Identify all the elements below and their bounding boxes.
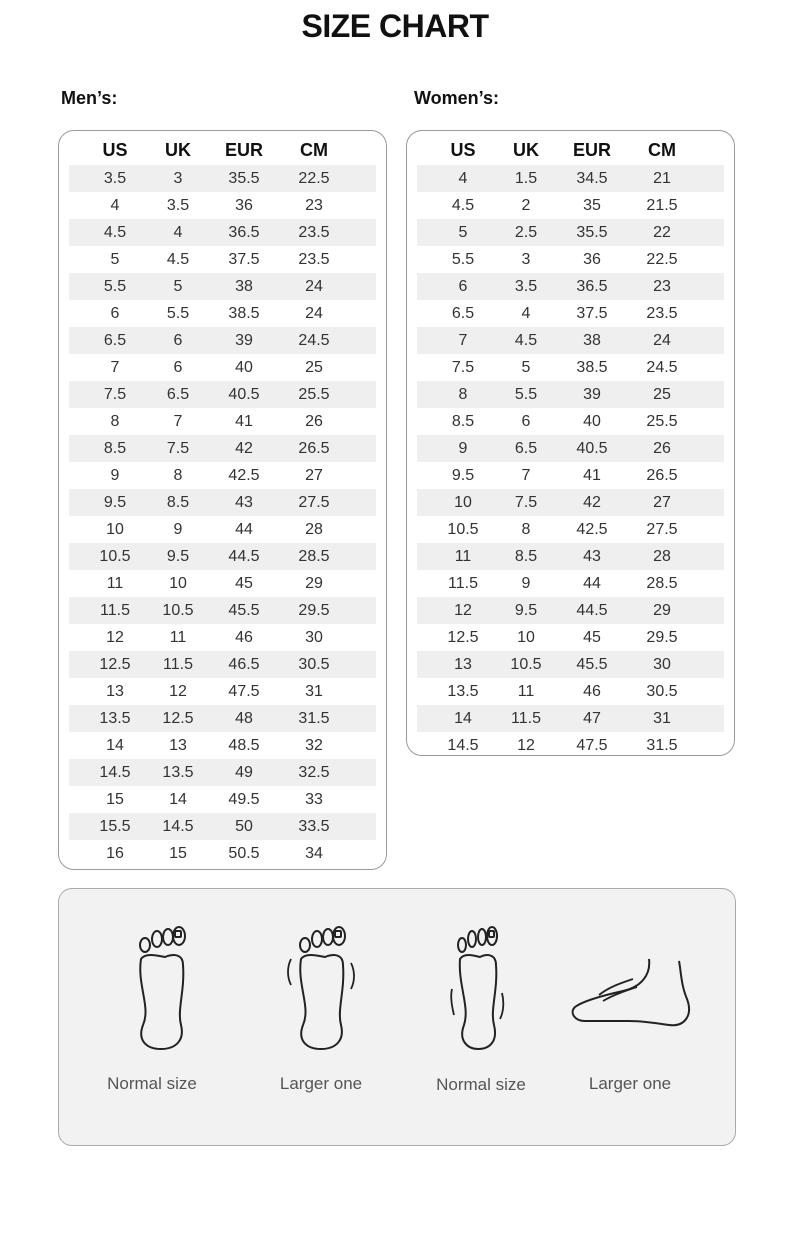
table-cell-uk: 3.5 <box>514 277 538 295</box>
table-row <box>69 786 376 813</box>
table-cell-us: 11 <box>106 574 124 592</box>
table-row <box>69 516 376 543</box>
table-cell-eur: 37.5 <box>228 250 260 268</box>
table-cell-cm: 27 <box>653 493 671 511</box>
table-row <box>69 651 376 678</box>
column-header-eur: EUR <box>572 140 611 160</box>
table-cell-eur: 42.5 <box>228 466 260 484</box>
table-cell-us: 7.5 <box>103 385 127 403</box>
table-cell-eur: 48.5 <box>228 736 260 754</box>
table-cell-cm: 29.5 <box>298 601 330 619</box>
table-cell-eur: 40.5 <box>228 385 260 403</box>
table-cell-cm: 29 <box>305 574 323 592</box>
table-cell-cm: 25 <box>305 358 323 376</box>
table-cell-us: 4.5 <box>451 196 475 214</box>
table-cell-uk: 6 <box>173 331 183 349</box>
foot-label-1: Normal size <box>107 1074 197 1093</box>
table-cell-uk: 12 <box>517 736 535 754</box>
table-cell-uk: 7 <box>521 466 531 484</box>
table-cell-uk: 5 <box>521 358 531 376</box>
table-row <box>417 516 724 543</box>
table-row <box>417 408 724 435</box>
table-cell-cm: 28.5 <box>646 574 678 592</box>
table-cell-uk: 2.5 <box>514 223 538 241</box>
table-row <box>69 273 376 300</box>
column-header-us: US <box>102 140 128 160</box>
table-cell-uk: 8.5 <box>166 493 190 511</box>
mens-size-table <box>58 130 387 870</box>
table-cell-uk: 12 <box>169 682 187 700</box>
table-cell-us: 6 <box>110 304 120 322</box>
table-cell-cm: 23 <box>653 277 671 295</box>
table-cell-us: 8 <box>458 385 468 403</box>
table-cell-cm: 30 <box>305 628 323 646</box>
table-cell-uk: 14 <box>169 790 187 808</box>
table-cell-cm: 31 <box>305 682 323 700</box>
table-cell-cm: 24 <box>305 304 323 322</box>
table-row <box>417 354 724 381</box>
table-cell-cm: 25.5 <box>646 412 678 430</box>
table-cell-uk: 8 <box>173 466 183 484</box>
table-cell-uk: 4 <box>173 223 183 241</box>
table-cell-eur: 38.5 <box>576 358 608 376</box>
table-row <box>417 597 724 624</box>
table-row <box>417 570 724 597</box>
womens-header-row <box>417 136 724 165</box>
mens-header-row <box>69 136 376 165</box>
table-row <box>69 435 376 462</box>
table-cell-uk: 13.5 <box>162 763 194 781</box>
table-cell-eur: 42.5 <box>576 520 608 538</box>
table-cell-eur: 40 <box>583 412 601 430</box>
page-title: SIZE CHART <box>301 8 489 44</box>
table-cell-us: 5.5 <box>103 277 127 295</box>
table-cell-uk: 13 <box>169 736 187 754</box>
table-cell-us: 4.5 <box>103 223 127 241</box>
table-row <box>417 732 724 759</box>
table-cell-cm: 28.5 <box>298 547 330 565</box>
table-cell-uk: 11 <box>517 682 535 700</box>
table-cell-cm: 24.5 <box>646 358 678 376</box>
table-cell-us: 8.5 <box>103 439 127 457</box>
table-cell-us: 14.5 <box>99 763 131 781</box>
column-header-uk: UK <box>513 140 539 160</box>
table-cell-eur: 42 <box>235 439 253 457</box>
table-cell-eur: 44 <box>583 574 601 592</box>
table-cell-uk: 6.5 <box>166 385 190 403</box>
table-cell-uk: 3 <box>521 250 531 268</box>
table-cell-us: 5 <box>458 223 468 241</box>
table-cell-cm: 21.5 <box>646 196 678 214</box>
table-cell-eur: 44 <box>235 520 253 538</box>
table-cell-us: 12 <box>106 628 124 646</box>
column-header-eur: EUR <box>224 140 263 160</box>
table-cell-eur: 49.5 <box>228 790 260 808</box>
table-cell-cm: 29 <box>653 601 671 619</box>
table-row <box>69 408 376 435</box>
womens-section-label: Women’s: <box>414 88 500 108</box>
table-cell-us: 6 <box>458 277 468 295</box>
table-row <box>417 246 724 273</box>
table-cell-uk: 4 <box>521 304 531 322</box>
table-cell-cm: 21 <box>653 169 671 187</box>
table-cell-eur: 35 <box>583 196 601 214</box>
table-cell-eur: 45 <box>583 628 601 646</box>
table-cell-uk: 9.5 <box>514 601 538 619</box>
table-row <box>417 192 724 219</box>
table-cell-eur: 46.5 <box>228 655 260 673</box>
table-cell-cm: 27.5 <box>298 493 330 511</box>
table-row <box>417 543 724 570</box>
table-cell-cm: 32.5 <box>298 763 330 781</box>
table-cell-us: 11.5 <box>100 601 130 619</box>
table-row <box>417 300 724 327</box>
table-cell-uk: 4.5 <box>514 331 538 349</box>
table-row <box>69 732 376 759</box>
table-cell-cm: 24.5 <box>298 331 330 349</box>
table-cell-us: 10.5 <box>99 547 131 565</box>
table-cell-cm: 28 <box>305 520 323 538</box>
table-row <box>69 597 376 624</box>
table-cell-eur: 45.5 <box>228 601 260 619</box>
table-row <box>417 678 724 705</box>
table-cell-eur: 43 <box>583 547 601 565</box>
table-cell-uk: 10 <box>517 628 535 646</box>
table-row <box>69 246 376 273</box>
table-cell-eur: 50.5 <box>228 844 260 862</box>
table-cell-eur: 36 <box>583 250 601 268</box>
table-cell-eur: 35.5 <box>576 223 608 241</box>
table-cell-us: 11 <box>454 547 472 565</box>
table-cell-us: 4 <box>458 169 468 187</box>
table-cell-cm: 33 <box>305 790 323 808</box>
table-cell-uk: 5.5 <box>514 385 538 403</box>
table-row <box>69 543 376 570</box>
foot-wide-icon <box>283 923 359 1050</box>
table-cell-uk: 9 <box>173 520 183 538</box>
table-cell-eur: 50 <box>235 817 253 835</box>
table-cell-cm: 23.5 <box>298 223 330 241</box>
table-cell-cm: 32 <box>305 736 323 754</box>
table-cell-uk: 6.5 <box>514 439 538 457</box>
table-cell-uk: 9 <box>521 574 531 592</box>
table-cell-uk: 3 <box>173 169 183 187</box>
table-cell-us: 4 <box>110 196 120 214</box>
table-cell-cm: 23.5 <box>298 250 330 268</box>
table-row <box>69 354 376 381</box>
table-cell-eur: 40 <box>235 358 253 376</box>
table-row <box>69 759 376 786</box>
table-cell-cm: 31.5 <box>298 709 330 727</box>
table-row <box>69 462 376 489</box>
foot-type-panel <box>58 888 736 1146</box>
table-cell-cm: 30.5 <box>298 655 330 673</box>
table-cell-cm: 25 <box>653 385 671 403</box>
table-cell-uk: 11.5 <box>163 655 193 673</box>
table-cell-us: 10 <box>106 520 124 538</box>
table-cell-eur: 46 <box>583 682 601 700</box>
table-cell-uk: 5.5 <box>166 304 190 322</box>
table-cell-cm: 30.5 <box>646 682 678 700</box>
table-cell-eur: 36 <box>235 196 253 214</box>
table-cell-uk: 9.5 <box>166 547 190 565</box>
table-cell-us: 9 <box>110 466 120 484</box>
table-cell-us: 15 <box>106 790 124 808</box>
table-cell-uk: 14.5 <box>162 817 194 835</box>
table-cell-eur: 38.5 <box>228 304 260 322</box>
table-cell-uk: 7.5 <box>514 493 538 511</box>
table-cell-us: 13.5 <box>99 709 131 727</box>
table-row <box>69 624 376 651</box>
table-cell-eur: 43 <box>235 493 253 511</box>
table-cell-us: 11.5 <box>448 574 478 592</box>
table-row <box>417 165 724 192</box>
table-row <box>69 300 376 327</box>
table-row <box>69 678 376 705</box>
foot-normal-width-icon <box>129 925 193 1050</box>
table-cell-cm: 24 <box>653 331 671 349</box>
column-header-cm: CM <box>648 140 676 160</box>
foot-label-4: Larger one <box>588 1074 672 1093</box>
column-header-uk: UK <box>165 140 191 160</box>
table-cell-us: 9.5 <box>103 493 127 511</box>
table-row <box>417 435 724 462</box>
table-row <box>69 192 376 219</box>
table-row <box>69 840 376 867</box>
table-row <box>69 489 376 516</box>
table-cell-eur: 35.5 <box>228 169 260 187</box>
womens-size-table <box>406 130 735 756</box>
table-cell-cm: 27 <box>305 466 323 484</box>
table-cell-us: 12.5 <box>99 655 131 673</box>
foot-high-instep-icon <box>569 955 694 1027</box>
table-cell-uk: 10.5 <box>162 601 194 619</box>
table-row <box>417 705 724 732</box>
table-cell-uk: 10.5 <box>510 655 542 673</box>
table-row <box>417 624 724 651</box>
foot-label-2: Larger one <box>279 1074 363 1093</box>
table-cell-us: 7 <box>110 358 120 376</box>
table-cell-cm: 30 <box>653 655 671 673</box>
table-row <box>69 381 376 408</box>
table-cell-eur: 40.5 <box>576 439 608 457</box>
table-cell-eur: 48 <box>235 709 253 727</box>
table-cell-us: 15.5 <box>99 817 131 835</box>
table-cell-eur: 36.5 <box>228 223 260 241</box>
table-cell-uk: 7.5 <box>166 439 190 457</box>
table-cell-eur: 44.5 <box>228 547 260 565</box>
table-cell-eur: 42 <box>583 493 601 511</box>
table-row <box>417 462 724 489</box>
table-cell-cm: 25.5 <box>298 385 330 403</box>
table-cell-us: 13 <box>454 655 472 673</box>
table-cell-eur: 37.5 <box>576 304 608 322</box>
table-row <box>69 219 376 246</box>
table-cell-cm: 26.5 <box>646 466 678 484</box>
table-cell-us: 13.5 <box>447 682 479 700</box>
table-cell-uk: 7 <box>173 412 183 430</box>
mens-section-label: Men’s: <box>61 88 118 108</box>
column-header-cm: CM <box>300 140 328 160</box>
table-cell-us: 12 <box>454 601 472 619</box>
table-cell-cm: 34 <box>305 844 323 862</box>
table-cell-cm: 31.5 <box>646 736 678 754</box>
table-cell-uk: 11 <box>169 628 187 646</box>
table-cell-us: 14 <box>106 736 124 754</box>
table-cell-us: 7.5 <box>451 358 475 376</box>
table-cell-eur: 39 <box>583 385 601 403</box>
table-cell-us: 5.5 <box>451 250 475 268</box>
table-row <box>417 219 724 246</box>
table-cell-cm: 22.5 <box>646 250 678 268</box>
table-cell-eur: 49 <box>235 763 253 781</box>
table-row <box>417 651 724 678</box>
table-cell-eur: 38 <box>583 331 601 349</box>
table-cell-us: 16 <box>106 844 124 862</box>
womens-size-grid <box>417 136 724 759</box>
table-cell-us: 9 <box>458 439 468 457</box>
table-cell-cm: 26 <box>653 439 671 457</box>
foot-label-3: Normal size <box>436 1075 526 1094</box>
table-cell-uk: 5 <box>173 277 183 295</box>
column-header-us: US <box>450 140 476 160</box>
table-cell-eur: 45.5 <box>576 655 608 673</box>
table-cell-eur: 46 <box>235 628 253 646</box>
table-cell-us: 14.5 <box>447 736 479 754</box>
table-cell-cm: 26 <box>305 412 323 430</box>
table-cell-us: 7 <box>458 331 468 349</box>
table-cell-us: 8 <box>110 412 120 430</box>
table-cell-uk: 6 <box>173 358 183 376</box>
table-row <box>417 327 724 354</box>
table-cell-eur: 45 <box>235 574 253 592</box>
table-cell-eur: 36.5 <box>576 277 608 295</box>
table-cell-eur: 41 <box>235 412 253 430</box>
table-cell-uk: 8.5 <box>514 547 538 565</box>
table-cell-us: 6.5 <box>451 304 475 322</box>
table-cell-cm: 23 <box>305 196 323 214</box>
table-cell-us: 9.5 <box>451 466 475 484</box>
table-cell-us: 8.5 <box>451 412 475 430</box>
table-cell-uk: 3.5 <box>166 196 190 214</box>
table-cell-uk: 2 <box>521 196 531 214</box>
table-cell-eur: 47.5 <box>228 682 260 700</box>
table-cell-us: 10 <box>454 493 472 511</box>
mens-size-grid <box>69 136 376 867</box>
table-cell-cm: 33.5 <box>298 817 330 835</box>
table-cell-us: 14 <box>454 709 472 727</box>
table-cell-cm: 22 <box>653 223 671 241</box>
table-row <box>69 813 376 840</box>
table-row <box>69 327 376 354</box>
table-row <box>69 570 376 597</box>
table-cell-eur: 47.5 <box>576 736 608 754</box>
table-cell-us: 10.5 <box>447 520 479 538</box>
table-row <box>417 273 724 300</box>
table-row <box>417 489 724 516</box>
table-cell-cm: 28 <box>653 547 671 565</box>
table-row <box>69 705 376 732</box>
table-cell-us: 5 <box>110 250 120 268</box>
table-cell-eur: 47 <box>583 709 601 727</box>
table-cell-uk: 1.5 <box>514 169 538 187</box>
table-cell-uk: 6 <box>521 412 531 430</box>
table-cell-uk: 4.5 <box>166 250 190 268</box>
table-cell-uk: 11.5 <box>511 709 541 727</box>
table-cell-eur: 38 <box>235 277 253 295</box>
table-row <box>417 381 724 408</box>
table-cell-eur: 44.5 <box>576 601 608 619</box>
table-cell-cm: 23.5 <box>646 304 678 322</box>
table-cell-us: 3.5 <box>103 169 127 187</box>
table-cell-cm: 27.5 <box>646 520 678 538</box>
table-cell-uk: 8 <box>521 520 531 538</box>
table-cell-eur: 39 <box>235 331 253 349</box>
table-cell-cm: 31 <box>653 709 671 727</box>
table-cell-cm: 29.5 <box>646 628 678 646</box>
table-cell-eur: 41 <box>583 466 601 484</box>
foot-narrow-arch-icon <box>448 923 508 1050</box>
table-cell-uk: 15 <box>169 844 187 862</box>
table-cell-cm: 24 <box>305 277 323 295</box>
table-cell-uk: 10 <box>169 574 187 592</box>
table-cell-us: 13 <box>106 682 124 700</box>
table-cell-us: 12.5 <box>447 628 479 646</box>
table-row <box>69 165 376 192</box>
table-cell-cm: 22.5 <box>298 169 330 187</box>
table-cell-eur: 34.5 <box>576 169 608 187</box>
table-cell-uk: 12.5 <box>162 709 194 727</box>
table-cell-cm: 26.5 <box>298 439 330 457</box>
table-cell-us: 6.5 <box>103 331 127 349</box>
